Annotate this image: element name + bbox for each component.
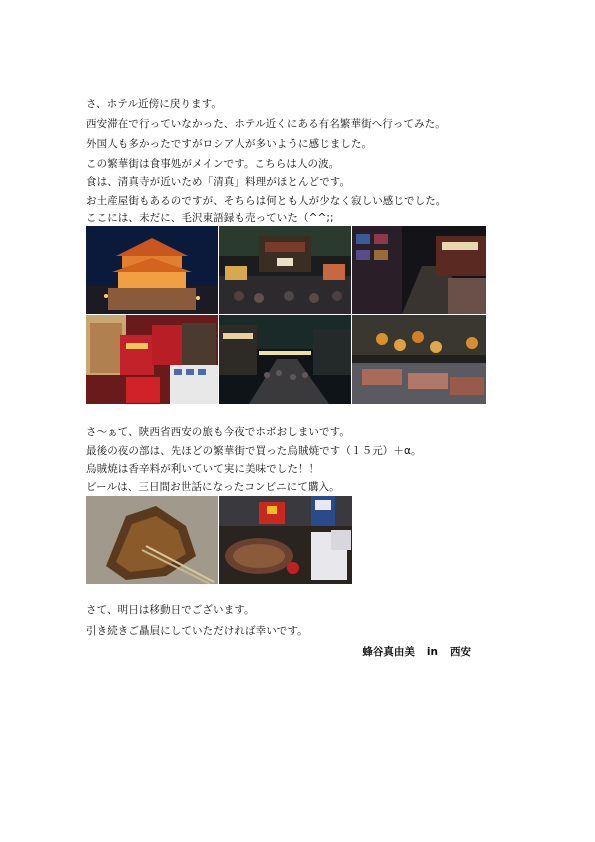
text-line: さて、明日は移動日でございます。 xyxy=(86,604,255,616)
souvenir-books-photo xyxy=(86,315,218,404)
text-line: お土産屋街もあるのですが、そちらは何とも人が少なく寂しい感じでした。 xyxy=(86,195,447,207)
text-line: 外国人も多かったですがロシア人が多いように感じました。 xyxy=(86,138,373,150)
drum-tower-night-photo xyxy=(86,226,218,314)
text-line: 食は、清真寺が近いため「清真」料理がほとんどです。 xyxy=(86,176,351,188)
night-market-alley-photo xyxy=(352,226,486,314)
text-line: ビールは、三日間お世話になったコンビニにて購入。 xyxy=(86,481,340,493)
street-gate-crowd-photo xyxy=(219,226,351,314)
text-line: この繁華街は食事処がメインです。こちらは人の波。 xyxy=(86,158,340,170)
text-line: 烏賊焼は香辛料が利いていて実に美味でした！！ xyxy=(86,463,320,475)
dinner-table-beer-photo xyxy=(219,496,352,584)
author-name: 蜂谷真由美 xyxy=(362,646,415,658)
signature-in: in xyxy=(426,646,438,658)
skewer-food-stall-photo xyxy=(352,315,486,404)
signature-place: 西安 xyxy=(450,646,471,658)
text-line: 引き続きご贔屓にしていただければ幸いです。 xyxy=(86,625,308,637)
text-line: さ、ホテル近傍に戻ります。 xyxy=(86,98,223,110)
text-line: さ〜ぁて、陝西省西安の旅も今夜でホボおしまいです。 xyxy=(86,426,350,438)
text-line: 最後の夜の部は、先ほどの繁華街で買った烏賊焼です（１５元）＋α。 xyxy=(86,445,422,457)
street-crowd-night-photo xyxy=(219,315,351,404)
author-signature xyxy=(362,644,471,659)
grilled-squid-photo xyxy=(86,496,218,584)
text-line: ここには、未だに、毛沢東語録も売っていた（^^;; xyxy=(86,212,334,224)
text-line: 西安滞在で行っていなかった、ホテル近くにある有名繁華街へ行ってみた。 xyxy=(86,118,446,130)
